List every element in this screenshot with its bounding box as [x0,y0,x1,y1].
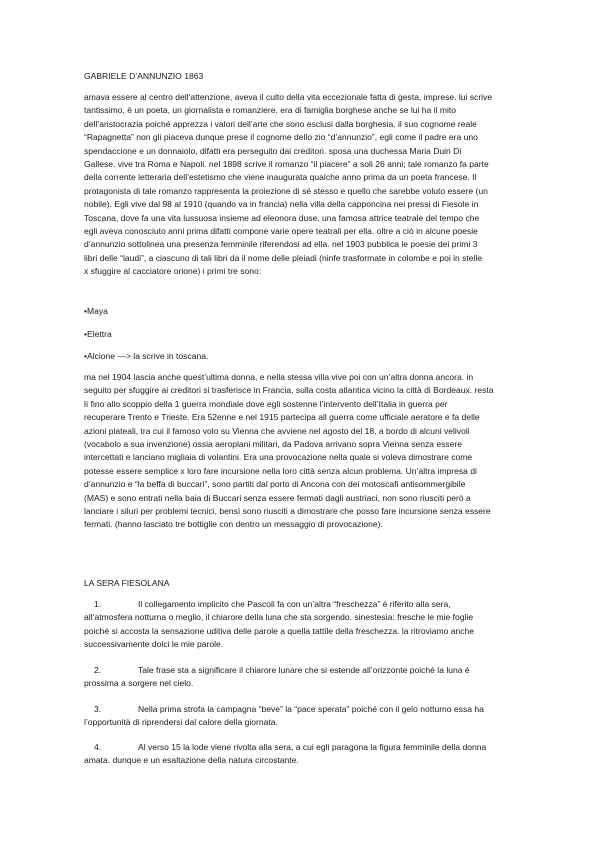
numbered-item-first-line [84,703,521,716]
body-paragraph-2 [84,371,521,532]
intro-paragraph [84,91,521,279]
text-line: recuperare Trento e Trieste. Era 52enne e nel 1915 partecipa all guerra come ufficiale aeratore e fa delle [84,412,480,423]
text-line: fermati. (hanno lasciato tre bottiglie con dentro un messaggio di provocazione). [84,519,383,530]
text-line: tantissimo, è un poeta, un giornalista e romanziere. era di famiglia borghese anche se lui ha il mito [84,105,456,116]
item-text: Il collegamento implicito che Pascoli fa con un’altra “freschezza” è riferito alla sera, [138,599,451,609]
numbered-item [84,598,521,652]
text-line: “Rapagnetta” non gli piaceva dunque prese il cognome dello zio “d’annunzio”, egli come il padre era uno [84,132,478,143]
text-line: della corrente letteraria dell’estetismo che viene inaugurata qualche anno prima da un poeta francese. Il [84,172,477,183]
text-line: prossima a sorgere nel cielo. [84,678,194,689]
item-text: Al verso 15 la lode viene rivolta alla sera, a cui egli paragona la figura femminile della donna [138,742,487,752]
text-line: d’annunzio sottolinea una presenza femminile riferendosi ad ella. nel 1903 pubblica le poesie dei primi 3 [84,239,478,250]
text-line: protagonista di tale romanzo rappresenta la proiezione di sé stesso e quello che sarebbe voluto essere (un [84,185,488,196]
text-line: l’opportunità di riprendersi dal calore della giornata. [84,717,278,728]
text-line: (vocabolo a sua invenzione) ossia aeroplani militari, da Padova arrivano sopra Vienna senza essere [84,439,463,450]
section-title-dannunzio: GABRIELE D’ANNUNZIO 1863 [84,71,204,81]
text-line: amava essere al centro dell’attenzione, aveva il culto della vita eccezionale fatta di gesta, imprese. lui scrive [84,92,493,102]
text-line: (MAS) e sono entrati nella baia di Buccari senza essere fermati dagli austriaci, non sono riusciti però a [84,492,471,503]
text-line: nobile). Egli vive dal 98 al 1910 (quando va in francia) nella villa della capponcina nei pressi di Fiesole in [84,199,479,210]
text-line: lanciare i siluri per problemi tecnici, bensì sono riusciti a dimostrare che posso fare incursione senza essere [84,506,491,517]
text-line: intercettati e lanciano migliaia di volantini. Era una provocazione nella quale si voleva dimostrare come [84,452,473,463]
text-line: Gallese. vive tra Roma e Napoli. nel 1898 scrive il romanzo “il piacere” a soli 26 anni; tale romanzo fa parte [84,159,489,170]
numbered-item [84,703,521,730]
text-line: dell’aristocrazia poiché apprezza i valori dell’arte che sono esclusi dalla borghesia. il suo cognome reale [84,118,477,129]
section-title-sera-fiesolana: LA SERA FIESOLANA [84,578,170,588]
text-line: lì fino allo scoppio della 1 guerra mondiale dove egli sostenne l’intervento dell’Italia in guerra per [84,398,448,409]
text-line: spendaccione e un donnaiolo, difatti era perseguito dai creditori. sposa una duchessa Maria Duin Di [84,145,462,156]
bullet-item-elettra: •Elettra [84,329,112,339]
item-text: Nella prima strofa la campagna “beve” la “pace sperata” poiché con il gelo notturno essa ha [138,704,484,714]
item-number: 2. [94,665,102,675]
text-line: x sfuggire al cacciatore orione) i primi tre sono: [84,266,262,277]
text-line: ma nel 1904 lascia anche quest’ultima donna, e nella stessa villa vive poi con un’altra donna ancora. in [84,372,474,382]
text-line: egli aveva conosciuto anni prima difatti compone varie opere teatrali per ella. oltre a ciò in alcune poesie [84,226,478,237]
text-line: d’annunzio e “la beffa di buccari”, sono partiti dal porto di Ancona con dei motoscafi antisommergibile [84,479,466,490]
numbered-item-first-line [84,598,521,611]
item-text: Tale frase sta a significare il chiarore lunare che si estende all’orizzonte poiché la luna è [138,665,470,675]
text-line: all’atmosfera notturna o meglio, il chiarore della luna che sta sorgendo. sinestesia: fresche le mie foglie [84,612,474,623]
numbered-item-first-line [84,741,521,754]
numbered-item [84,664,521,691]
text-line: Toscana, dove fa una vita lussuosa insieme ad eleonora duse, una famosa attrice teatrale del tempo che [84,212,480,223]
bullet-item-maya: •Maya [84,306,108,316]
text-line: poiché si accosta la sensazione uditiva delle parole a quella tattile della freschezza. la ritroviamo anche [84,625,475,636]
text-line: seguito per sfuggire ai creditori si trasferisce in Francia, sulla costa atlantica vicino la città di Bordeaux. resta [84,385,494,396]
numbered-item-first-line [84,664,521,677]
text-line: successivamente dolci le mie parole. [84,639,224,650]
text-line: potesse essere semplice x loro fare incursione nella loro città senza alcun problema. Un’altra impresa di [84,465,477,476]
item-number: 3. [94,704,102,714]
text-line: amata. dunque e un esaltazione della natura circostante. [84,755,299,766]
item-number: 4. [94,742,102,752]
numbered-item [84,741,521,768]
bullet-item-alcione: •Alcione —> la scrive in toscana. [84,351,209,361]
text-line: libri delle “laudi”, a ciascuno di tali libri da il nome delle pleiadi (ninfe trasformate in colombe e poi in stelle [84,252,483,263]
item-number: 1. [94,599,102,609]
text-line: azioni plateali, tra cui il famoso volo su Vienna che avviene nel agosto del 18, a bordo di alcuni velivoli [84,425,470,436]
